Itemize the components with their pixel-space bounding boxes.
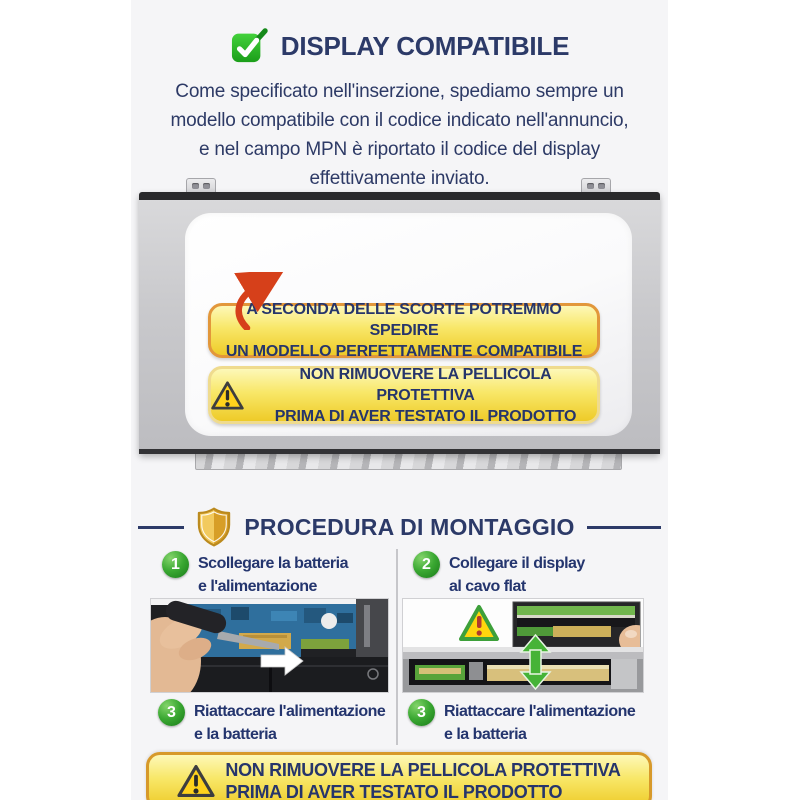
flat-cable-photo-art [403, 599, 643, 692]
header-title-row [131, 28, 668, 64]
screw-hole [192, 183, 199, 189]
connect-flat-cable-photo [402, 598, 644, 693]
step-number-badge: 3 [408, 699, 435, 726]
rule-right [587, 526, 661, 529]
step-1 [162, 551, 348, 598]
intro-line: modello compatibile con il codice indicato nell'annuncio, [170, 110, 629, 131]
intro-line: effettivamente inviato. [309, 168, 490, 189]
step-line: Riattaccare l'alimentazione [444, 703, 636, 720]
step-3-left [158, 699, 385, 746]
step-line: e la batteria [194, 726, 277, 743]
step-2 [413, 551, 585, 598]
page-title: DISPLAY COMPATIBILE [280, 30, 570, 61]
banner-line: PRIMA DI AVER TESTATO IL PRODOTTO [274, 407, 577, 425]
step-line: e l'alimentazione [198, 578, 317, 595]
step-label [198, 551, 348, 598]
step-label [444, 699, 635, 746]
screw-hole [598, 183, 605, 189]
procedure-heading [131, 505, 668, 549]
screw-hole [587, 183, 594, 189]
banner-line: UN MODELLO PERFETTAMENTE COMPATIBILE [225, 343, 583, 360]
gold-shield-icon [196, 506, 232, 548]
step-number-badge: 3 [158, 699, 185, 726]
banner-line: PRIMA DI AVER TESTATO IL PRODOTTO [225, 782, 563, 800]
step-line: e la batteria [444, 726, 527, 743]
green-check-icon [230, 28, 268, 64]
step-line: Collegare il display [449, 555, 585, 572]
step-number-badge: 1 [162, 551, 189, 578]
laptop-panel-photo [131, 178, 668, 478]
step-label [194, 699, 385, 746]
intro-line: Come specificato nell'inserzione, spediamo sempre un [175, 81, 624, 102]
step-3-right [408, 699, 635, 746]
red-curved-arrow-icon [217, 272, 289, 330]
banner-line: A SECONDA DELLE SCORTE POTREMMO SPEDIRE [246, 301, 562, 339]
screw-hole [203, 183, 210, 189]
content-column [131, 0, 668, 800]
warning-triangle-icon [177, 764, 215, 798]
protective-film-banner [208, 366, 600, 424]
step-line: Riattaccare l'alimentazione [194, 703, 386, 720]
column-divider [396, 549, 398, 745]
warning-triangle-icon [211, 380, 244, 411]
procedure-title: PROCEDURA DI MONTAGGIO [244, 513, 575, 540]
footer-warning-banner [146, 752, 652, 800]
step-label [449, 551, 585, 598]
battery-photo-art [151, 599, 388, 692]
step-line: al cavo flat [449, 578, 526, 595]
banner-line: NON RIMUOVERE LA PELLICOLA PROTETTIVA [299, 365, 552, 404]
disconnect-battery-photo [150, 598, 389, 693]
step-number-badge: 2 [413, 551, 440, 578]
intro-line: e nel campo MPN è riportato il codice del display [198, 139, 600, 160]
banner-text [254, 364, 597, 427]
intro-paragraph [131, 77, 668, 193]
footer-banner-text [225, 759, 620, 800]
rule-left [138, 526, 184, 529]
step-line: Scollegare la batteria [198, 555, 348, 572]
banner-line: NON RIMUOVERE LA PELLICOLA PROTETTIVA [225, 760, 621, 780]
